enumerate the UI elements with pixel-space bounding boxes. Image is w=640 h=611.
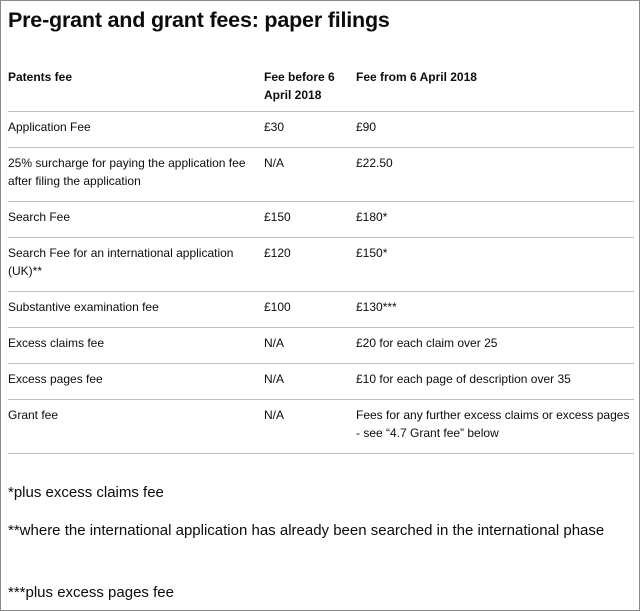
fee-before: £100 [264,291,356,327]
table-header-row [8,60,634,111]
table-row [8,291,634,327]
fee-name: Excess pages fee [8,363,264,399]
fee-name: Search Fee [8,201,264,237]
fee-from: £150* [356,237,634,291]
table-row [8,327,634,363]
fee-before: N/A [264,399,356,453]
table-row [8,363,634,399]
fee-before: £30 [264,111,356,147]
fee-name: Grant fee [8,399,264,453]
fee-from: £130*** [356,291,634,327]
page-title: Pre-grant and grant fees: paper filings [8,8,390,32]
fee-before: N/A [264,363,356,399]
fee-name: Substantive examination fee [8,291,264,327]
footnote-excess-claims: *plus excess claims fee [8,484,164,501]
fees-table [8,60,634,454]
fee-before: £150 [264,201,356,237]
footnote-excess-pages: ***plus excess pages fee [8,584,174,601]
footnote-international-search: **where the international application has already been searched in the international phase [8,522,605,539]
table-row [8,111,634,147]
header-fee-from: Fee from 6 April 2018 [356,60,634,111]
fee-name: Application Fee [8,111,264,147]
fee-before: N/A [264,147,356,201]
fee-from: £180* [356,201,634,237]
fee-from: £90 [356,111,634,147]
fee-name: Search Fee for an international application (UK)** [8,237,264,291]
fee-name: Excess claims fee [8,327,264,363]
fee-name: 25% surcharge for paying the application fee after filing the application [8,147,264,201]
fee-before: £120 [264,237,356,291]
header-patents-fee: Patents fee [8,60,264,111]
fee-from: £10 for each page of description over 35 [356,363,634,399]
header-fee-before: Fee before 6 April 2018 [264,60,356,111]
table-row [8,147,634,201]
table-row [8,237,634,291]
fee-before: N/A [264,327,356,363]
fee-from: £20 for each claim over 25 [356,327,634,363]
table-row [8,399,634,453]
fee-from: Fees for any further excess claims or excess pages - see “4.7 Grant fee” below [356,399,634,453]
table-row [8,201,634,237]
fee-from: £22.50 [356,147,634,201]
